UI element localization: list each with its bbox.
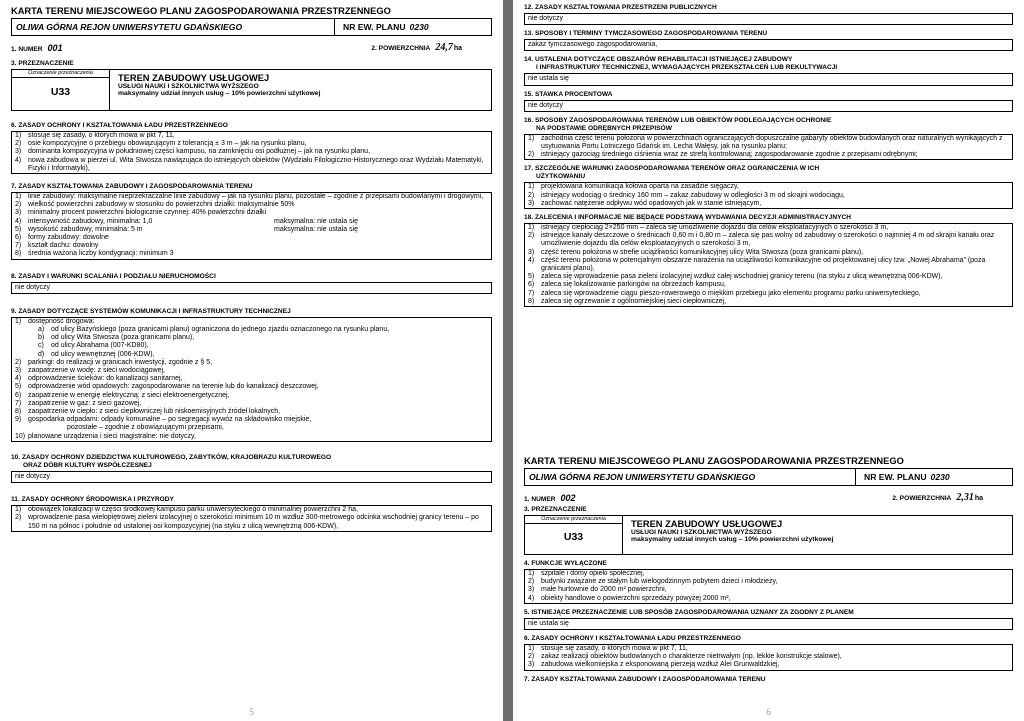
list-item: 2) wprowadzenie pasa wielopiętrowej zieleni izolacyjnej o szerokości minimum 10 m wzdłuż 300-metrowego odcinka wschodniej granicy terenu – po 150 m na północ i południe od ustalonej osi kompozycyjnej (na styku z ulicą wewnętrzną 006-KDW), [15,514,479,530]
purpose-box [11,69,492,111]
section-18-box [524,223,1013,307]
list-item: 1) obowiązek lokalizacji w części środkowej kampusu parku uniwersyteckiego o minimalnej powierzchni 2 ha, [15,506,358,514]
list-item: 7) zaopatrzenie w gaz: z sieci gazowej, [15,399,142,407]
page-number: 5 [249,707,254,717]
list-item: 7) zaleca się wprowadzenie ciągu pieszo-rowerowego o miękkim przebiegu jako elementu programu parku uniwersyteckiego, [528,289,921,297]
list-item: 4) nowa zabudowa w pierzei ul. Wita Stwosza nawiązująca do istniejących obiektów (Wydziału Filologiczno-Historycznego oraz Wydziału Matematyki, Fizyki i Informatyki), [15,156,484,172]
purpose-code: U33 [50,86,71,98]
list-item: 6) formy zabudowy: dowolne [15,234,109,242]
list-item: 1) projektowana komunikacja kołowa oparta na zasadzie sięgaczy, [528,183,739,191]
number-area-row [524,492,1013,503]
list-item: 2) budynki związane ze stałym lub wielogodzinnym pobytem dzieci i młodzieży, [528,578,778,586]
list-item: 1) dostępność drogowa: [15,317,95,325]
section-15-heading: 15. STAWKA PROCENTOWA [524,90,613,98]
section-7-box [11,192,492,260]
sub-item: c) od ulicy Abrahama (007-KD80), [38,342,149,350]
list-item: 2) istniejące kanały deszczowe o średnicach 0,60 m i 0,80 m – zaleca się pas wolny od zabudowy o szerokości o najmniej 4 m od skrajni kanału oraz umożliwienie dojazdu dla celów eksploatacyjnych o szerokości 3 m, [528,232,995,248]
section-13-heading: 13. SPOSOBY I TERMINY TYMCZASOWEGO ZAGOSPODAROWANIA TERENU [524,30,768,38]
purpose-code: U33 [563,531,584,543]
list-item: 1) zachodnia część terenu położona w powierzchniach ograniczających dopuszczalne gabaryty obiektów budowlanych oraz naturalnych wynikających z usytuowania Portu Lotniczego Gdańsk im. Lecha Wałęsy, jak na rysunku planu; [528,134,1003,151]
purpose-subtitle: USŁUGI NAUKI I SZKOLNICTWA WYŻSZEGO [118,83,259,90]
terrain-area: 2. POWIERZCHNIA 24,7ha [371,42,462,53]
terrain-area: 2. POWIERZCHNIA 2,31ha [892,492,983,503]
page-number: 6 [766,707,771,717]
location-row [524,468,1013,486]
list-item: 3) zachować natężenie odpływu wód opadowych jak w stanie istniejącym, [528,199,762,207]
sub-item: b) od ulicy Wita Stwosza (poza granicami planu), [38,334,195,342]
purpose-title: TEREN ZABUDOWY USŁUGOWEJ [631,519,783,529]
list-item: 1) linie zabudowy: maksymalne nieprzekraczalne linie zabudowy – jak na rysunku planu, pozostałe – zgodnie z przepisami budowlanymi i drogowymi, [15,193,484,201]
list-item: 5) odprowadzenie wód opadowych: zagospodarowanie na terenie lub do kanalizacji deszczowej, [15,383,319,391]
list-item: 2) osie kompozycyjne o przebiegu obowiązującym z tolerancją ± 3 m – jak na rysunku planu, [15,140,307,148]
plan-number-cell: NR EW. PLANU 0230 [864,472,950,482]
card-title: KARTA TERENU MIEJSCOWEGO PLANU ZAGOSPODAROWANIA PRZESTRZENNEGO [11,6,391,16]
plan-number: 0230 [409,22,429,32]
section-4-box [524,569,1013,604]
list-item: 4) intensywność zabudowy, minimalna: 1,0 maksymalna: nie ustala się [15,217,359,225]
plan-number: 0230 [930,472,950,482]
list-item: 10) planowane urządzenia i sieci magistralne: nie dotyczy, [15,432,196,440]
section-9-box [11,317,492,442]
plan-number-cell: NR EW. PLANU 0230 [343,22,429,32]
list-item: 8) średnia ważona liczby kondygnacji: minimum 3 [15,250,174,258]
section-10-value: nie dotyczy [11,471,492,483]
purpose-note: maksymalny udział innych usług – 10% powierzchni użytkowej [631,536,834,543]
section-5-value: nie ustala się [524,618,1013,630]
list-item: 6) zaleca się lokalizowanie parkingów na obrzeżach kampusu, [528,281,726,289]
sub-item: a) od ulicy Bażyńskiego (poza granicami planu) ograniczona do jednego zjazdu oznaczonego na rysunku planu, [38,326,390,334]
purpose-heading: 3. PRZEZNACZENIE [524,506,587,513]
list-item: 4) obiekty handlowe o powierzchni sprzedaży powyżej 2000 m², [528,594,731,602]
section-17-heading: 17. SZCZEGÓLNE WARUNKI ZAGOSPODAROWANIA TERENÓW ORAZ OGRANICZENIA W ICH [524,165,820,173]
sub-item: d) od ulicy wewnętrznej (006-KDW), [38,350,155,358]
section-10-heading-cont: ORAZ DÓBR KULTURY WSPÓŁCZESNEJ [23,461,152,469]
list-item: 4) część terenu położona w potencjalnym obszarze narażenia na uciążliwości komunikacyjne od projektowanej ulicy tzw. „Nowej Abrahama” (poza granicami planu), [528,256,986,273]
list-item: 3) małe hurtownie do 2000 m² powierzchni, [528,586,667,594]
card-title: KARTA TERENU MIEJSCOWEGO PLANU ZAGOSPODAROWANIA PRZESTRZENNEGO [524,456,904,466]
section-16-heading-cont: NA PODSTAWIE ODRĘBNYCH PRZEPISÓW [536,124,672,132]
list-item: 3) minimalny procent powierzchni biologicznie czynnej: 40% powierzchni działki [15,209,267,217]
section-6-heading: 6. ZASADY OCHRONY I KSZTAŁTOWANIA ŁADU PRZESTRZENNEGO [11,122,228,129]
list-item: 6) zaopatrzenie w energię elektryczną: z sieci elektroenergetycznej, [15,391,230,399]
purpose-code-cell: Oznaczenie przeznaczenia U33 [525,516,623,554]
section-12-value: nie dotyczy [524,13,1013,25]
list-item: 3) dominanta kompozycyjna w południowej części kampusu, na zamknięciu osi podłużnej – jak na rysunku planu, [15,148,371,156]
section-14-heading: 14. USTALENIA DOTYCZĄCE OBSZARÓW REHABILITACJI ISTNIEJĄCEJ ZABUDOWY [524,56,793,64]
purpose-code-cell: Oznaczenie przeznaczenia U33 [12,70,110,110]
section-5-heading: 5. ISTNIEJĄCE PRZEZNACZENIE LUB SPOSÓB ZAGOSPODAROWANIA UZNANY ZA ZGODNY Z PLANEM [524,608,854,616]
location-name: OLIWA GÓRNA REJON UNIWERSYTETU GDAŃSKIEGO [12,19,335,35]
location-name: OLIWA GÓRNA REJON UNIWERSYTETU GDAŃSKIEGO [525,469,856,485]
section-12-heading: 12. ZASADY KSZTAŁTOWANIA PRZESTRZENI PUBLICZNYCH [524,4,717,11]
list-item: 8) zaopatrzenie w ciepło: z sieci ciepłowniczej lub niskoemisyjnych źródeł lokalnych, [15,408,281,416]
purpose-subtitle: USŁUGI NAUKI I SZKOLNICTWA WYŻSZEGO [631,529,772,536]
section-8-heading: 8. ZASADY I WARUNKI SCALANIA I PODZIAŁU NIERUCHOMOŚCI [11,272,216,280]
page-6 [513,0,1024,721]
list-item: 5) wysokość zabudowy, minimalna: 5 m maksymalna: nie ustala się [15,225,359,233]
section-15-value: nie dotyczy [524,100,1013,112]
page-5 [0,0,503,721]
number-area-row [11,42,492,53]
list-item: 1) stosuje się zasady, o których mowa w pkt 7, 11, [528,645,688,653]
location-row [11,18,492,36]
section-7-heading: 7. ZASADY KSZTAŁTOWANIA ZABUDOWY I ZAGOSPODAROWANIA TERENU [11,183,253,191]
section-18-heading: 18. ZALECENIA I INFORMACJE NIE BĘDĄCE PODSTAWĄ WYDAWANIA DECYZJI ADMINISTRACYJNYCH [524,214,852,222]
list-item: 4) odprowadzenie ścieków: do kanalizacji sanitarnej, [15,375,183,383]
section-17-heading-cont: UŻYTKOWANIU [536,173,586,181]
list-item: 3) część terenu położona w strefie uciążliwości komunikacyjnej ulicy Wita Stwosza (poza granicami planu), [528,248,864,256]
section-9-heading: 9. ZASADY DOTYCZĄCE SYSTEMÓW KOMUNIKACJI I INFRASTRUKTURY TECHNICZNEJ [11,307,291,315]
section-17-box [524,182,1013,209]
section-13-value: zakaz tymczasowego zagospodarowania, [524,39,1013,51]
list-item: 1) istniejący ciepłociąg 2×250 mm – zaleca się umożliwienie dojazdu dla celów eksploatacyjnych o szerokości 3 m, [528,224,889,232]
terrain-number: 1. NUMER 001 [11,43,63,53]
list-item: 7) kształt dachu: dowolny [15,242,99,250]
section-7-heading: 7. ZASADY KSZTAŁTOWANIA ZABUDOWY I ZAGOSPODAROWANIA TERENU [524,675,766,683]
list-item: 2) wielkość powierzchni zabudowy w stosunku do powierzchni działki: maksymalnie 50% [15,201,295,209]
section-8-value: nie dotyczy [11,282,492,294]
list-item: 1) szpitale i domy opieki społecznej, [528,570,645,577]
list-item: 2) istniejący gazociąg średniego ciśnienia wraz ze strefą kontrolowaną; zagospodarowanie zgodnie z przepisami odrębnymi; [528,151,918,159]
section-14-value: nie ustala się [524,73,1013,85]
purpose-title: TEREN ZABUDOWY USŁUGOWEJ [118,73,270,83]
purpose-box [524,515,1013,555]
list-item: 1) stosuje się zasady, o których mowa w pkt 7, 11, [15,132,175,139]
section-6-box [524,644,1013,671]
section-6-heading: 6. ZASADY OCHRONY I KSZTAŁTOWANIA ŁADU PRZESTRZENNEGO [524,635,741,643]
section-11-box [11,505,492,532]
list-item: 5) zaleca się wprowadzenie pasa zieleni izolacyjnej wzdłuż całej wschodniej granicy terenu (na styku z ulicą wewnętrzną 006-KDW), [528,273,943,281]
section-11-heading: 11. ZASADY OCHRONY ŚRODOWISKA I PRZYRODY [11,496,174,504]
list-item: 3) zaopatrzenie w wodę: z sieci wodociągowej, [15,367,165,375]
list-item: 8) zaleca się ogrzewanie z ogólnomiejskiej sieci ciepłowniczej, [528,297,727,305]
section-10-heading: 10. ZASADY OCHRONY DZIEDZICTWA KULTUROWEGO, ZABYTKÓW, KRAJOBRAZU KULTUROWEGO [11,453,332,461]
list-item: 9) gospodarka odpadami: odpady komunalne – po segregacji wywóz na składowisko miejskie, [15,416,312,424]
section-4-heading: 4. FUNKCJE WYŁĄCZONE [524,560,607,567]
list-item: 3) zabudowa wielkomiejska z eksponowaną pierzeją wzdłuż Alei Grunwaldzkiej, [528,661,780,669]
purpose-note: maksymalny udział innych usług – 10% powierzchni użytkowej [118,90,321,97]
purpose-heading: 3. PRZEZNACZENIE [11,60,74,67]
section-16-box [524,134,1013,161]
section-6-box [11,131,492,174]
list-item: 2) zakaz realizacji obiektów budowlanych o charakterze nietrwałym (np. lekkie konstrukcje stalowe), [528,653,842,661]
list-item: 2) parkingi: do realizacji w granicach inwestycji, zgodnie z § 5, [15,358,213,366]
list-item: 2) istniejący wodociąg o średnicy 160 mm – zakaz zabudowy w odległości 3 m od skrajni wodociągu, [528,191,845,199]
terrain-number: 1. NUMER 002 [524,493,576,503]
section-14-heading-cont: I INFRASTRUKTURY TECHNICZNEJ, WYMAGAJĄCYCH PRZEKSZTAŁCEŃ LUB REKULTYWACJI [536,64,838,72]
section-16-heading: 16. SPOSOBY ZAGOSPODAROWANIA TERENÓW LUB OBIEKTÓW PODLEGAJĄCYCH OCHRONIE [524,116,832,124]
list-item-continuation: pozostałe – zgodnie z obowiązującymi przepisami, [67,424,224,432]
